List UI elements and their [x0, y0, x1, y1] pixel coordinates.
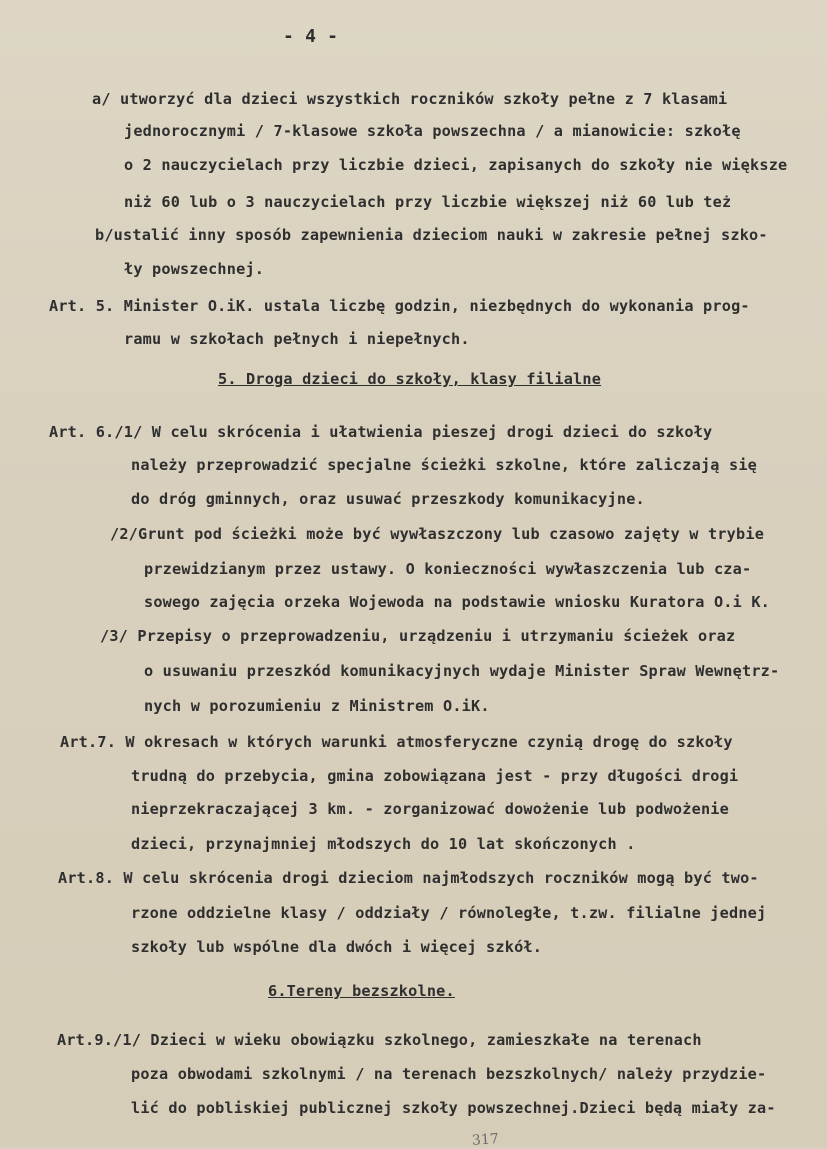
text-line: nych w porozumieniu z Ministrem O.iK. [144, 697, 490, 715]
section-heading-5: 5. Droga dzieci do szkoły, klasy filialne [218, 370, 602, 388]
text-line: b/ustalić inny sposób zapewnienia dzieciom nauki w zakresie pełnej szko- [95, 226, 768, 244]
article-8-line: Art.8. W celu skrócenia drogi dzieciom najmłodszych roczników mogą być two- [58, 869, 759, 887]
text-line: sowego zajęcia orzeka Wojewoda na podstawie wniosku Kuratora O.i K. [144, 593, 771, 611]
text-line: /3/ Przepisy o przeprowadzeniu, urządzeniu i utrzymaniu ścieżek oraz [100, 627, 736, 645]
text-line: przewidzianym przez ustawy. O konieczności wywłaszczenia lub cza- [144, 560, 752, 578]
text-line: niż 60 lub o 3 nauczycielach przy liczbie większej niż 60 lub też [124, 193, 732, 211]
text-line: jednorocznymi / 7-klasowe szkoła powszechna / a mianowicie: szkołę [124, 122, 741, 140]
text-line: /2/Grunt pod ścieżki może być wywłaszczony lub czasowo zajęty w trybie [110, 525, 765, 543]
handwritten-note: 317 [471, 1131, 500, 1149]
text-line: rzone oddzielne klasy / oddziały / równoległe, t.zw. filialne jednej [131, 904, 767, 922]
text-line: o usuwaniu przeszkód komunikacyjnych wydaje Minister Spraw Wewnętrz- [144, 662, 780, 680]
text-line: poza obwodami szkolnymi / na terenach bezszkolnych/ należy przydzie- [131, 1065, 767, 1083]
text-line: a/ utworzyć dla dzieci wszystkich roczników szkoły pełne z 7 klasami [92, 90, 728, 108]
text-line: należy przeprowadzić specjalne ścieżki szkolne, które zaliczają się [131, 456, 758, 474]
text-line: o 2 nauczycielach przy liczbie dzieci, zapisanych do szkoły nie większe [124, 156, 788, 174]
text-line: ramu w szkołach pełnych i niepełnych. [124, 330, 470, 348]
text-line: dzieci, przynajmniej młodszych do 10 lat skończonych . [131, 835, 636, 853]
text-line: do dróg gminnych, oraz usuwać przeszkody komunikacyjne. [131, 490, 645, 508]
article-5-line: Art. 5. Minister O.iK. ustala liczbę godzin, niezbędnych do wykonania prog- [49, 297, 750, 315]
article-6-line: Art. 6./1/ W celu skrócenia i ułatwienia pieszej drogi dzieci do szkoły [49, 423, 713, 441]
text-line: trudną do przebycia, gmina zobowiązana jest - przy długości drogi [131, 767, 739, 785]
text-line: lić do pobliskiej publicznej szkoły powszechnej.Dzieci będą miały za- [131, 1099, 776, 1117]
text-line: ły powszechnej. [124, 260, 265, 278]
text-line: szkoły lub wspólne dla dwóch i więcej szkół. [131, 938, 543, 956]
section-heading-6: 6.Tereny bezszkolne. [268, 982, 455, 1000]
article-7-line: Art.7. W okresach w których warunki atmosferyczne czynią drogę do szkoły [60, 733, 733, 751]
article-9-line: Art.9./1/ Dzieci w wieku obowiązku szkolnego, zamieszkałe na terenach [57, 1031, 702, 1049]
text-line: nieprzekraczającej 3 km. - zorganizować dowożenie lub podwożenie [131, 800, 729, 818]
page-number: - 4 - [283, 26, 339, 47]
